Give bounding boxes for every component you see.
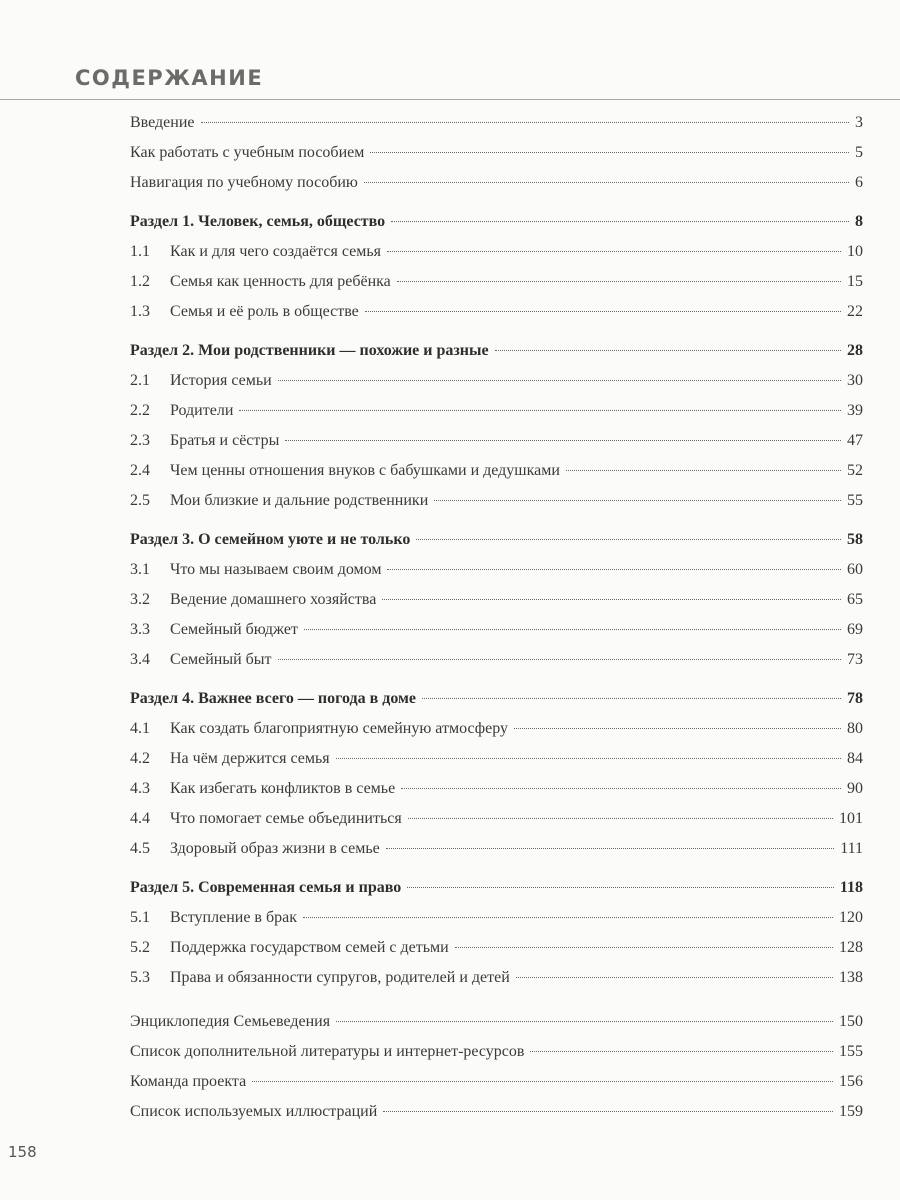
dot-leader [530, 1051, 833, 1052]
dot-leader [336, 1021, 833, 1022]
toc-entry[interactable] [130, 243, 863, 273]
dot-leader [516, 977, 833, 978]
entry-page: 101 [839, 810, 863, 827]
table-of-contents [130, 114, 863, 1133]
dot-leader [370, 152, 849, 153]
entry-title: Чем ценны отношения внуков с бабушками и дедушками [170, 462, 560, 479]
entry-number: 4.1 [130, 720, 150, 737]
entry-title: Братья и сёстры [170, 432, 280, 449]
entry-page: 138 [839, 969, 863, 986]
entry-page: 55 [847, 492, 863, 509]
entry-title: Как создать благоприятную семейную атмосферу [170, 720, 509, 737]
entry-page: 155 [839, 1043, 863, 1060]
toc-entry[interactable] [130, 720, 863, 750]
entry-title: Раздел 1. Человек, семья, общество [130, 213, 386, 230]
toc-entry[interactable] [130, 909, 863, 939]
dot-leader [407, 887, 834, 888]
dot-leader [252, 1081, 833, 1082]
toc-entry[interactable] [130, 372, 863, 402]
dot-leader [401, 788, 841, 789]
entry-number: 4.5 [130, 840, 150, 857]
entry-page: 118 [839, 879, 863, 896]
toc-section-entry[interactable] [130, 531, 863, 561]
entry-title: Как и для чего создаётся семья [170, 243, 381, 260]
dot-leader [495, 350, 841, 351]
entry-page: 90 [847, 780, 863, 797]
dot-leader [201, 122, 850, 123]
entry-page: 30 [847, 372, 863, 389]
toc-entry[interactable] [130, 840, 863, 870]
entry-number: 1.1 [130, 243, 150, 260]
page-title: СОДЕРЖАНИЕ [75, 66, 264, 90]
entry-page: 60 [847, 561, 863, 578]
toc-entry[interactable] [130, 750, 863, 780]
dot-leader [383, 1111, 833, 1112]
entry-title: Родители [170, 402, 234, 419]
entry-page: 39 [847, 402, 863, 419]
toc-entry[interactable] [130, 462, 863, 492]
entry-number: 5.3 [130, 969, 150, 986]
entry-title: Введение [130, 114, 195, 131]
toc-entry[interactable] [130, 1073, 863, 1103]
entry-title: Список дополнительной литературы и интернет-ресурсов [130, 1043, 525, 1060]
entry-page: 156 [839, 1073, 863, 1090]
entry-title: Раздел 4. Важнее всего — погода в доме [130, 690, 417, 707]
entry-page: 111 [840, 840, 863, 857]
entry-title: Как работать с учебным пособием [130, 144, 365, 161]
entry-page: 69 [847, 621, 863, 638]
toc-section-entry[interactable] [130, 690, 863, 720]
entry-number: 3.2 [130, 591, 150, 608]
entry-title: Раздел 5. Современная семья и право [130, 879, 402, 896]
toc-section-entry[interactable] [130, 213, 863, 243]
entry-page: 128 [839, 939, 863, 956]
entry-page: 15 [847, 273, 863, 290]
dot-leader [455, 947, 833, 948]
entry-page: 52 [847, 462, 863, 479]
entry-page: 120 [839, 909, 863, 926]
entry-page: 10 [847, 243, 863, 260]
entry-title: Семья как ценность для ребёнка [170, 273, 391, 290]
toc-entry[interactable] [130, 810, 863, 840]
entry-page: 8 [855, 213, 863, 230]
entry-title: Семейный бюджет [170, 621, 298, 638]
dot-leader [514, 728, 841, 729]
toc-entry[interactable] [130, 402, 863, 432]
entry-title: Навигация по учебному пособию [130, 174, 358, 191]
entry-number: 3.1 [130, 561, 150, 578]
dot-leader [434, 500, 841, 501]
dot-leader [566, 470, 841, 471]
entry-page: 78 [847, 690, 863, 707]
entry-title: Мои близкие и дальние родственники [170, 492, 429, 509]
entry-page: 84 [847, 750, 863, 767]
entry-page: 73 [847, 651, 863, 668]
toc-entry[interactable] [130, 432, 863, 462]
dot-leader [303, 917, 833, 918]
dot-leader [278, 380, 841, 381]
dot-leader [387, 569, 841, 570]
entry-number: 5.2 [130, 939, 150, 956]
entry-title: Поддержка государством семей с детьми [170, 939, 449, 956]
toc-entry[interactable] [130, 303, 863, 333]
toc-entry[interactable] [130, 1013, 863, 1043]
entry-title: Здоровый образ жизни в семье [170, 840, 380, 857]
dot-leader [397, 281, 841, 282]
entry-page: 6 [855, 174, 863, 191]
entry-number: 3.3 [130, 621, 150, 638]
page-number: 158 [8, 1143, 37, 1161]
dot-leader [416, 539, 841, 540]
toc-entry[interactable] [130, 1103, 863, 1133]
entry-page: 22 [847, 303, 863, 320]
entry-page: 150 [839, 1013, 863, 1030]
entry-title: Вступление в брак [170, 909, 297, 926]
entry-title: Права и обязанности супругов, родителей и детей [170, 969, 510, 986]
dot-leader [285, 440, 841, 441]
toc-entry[interactable] [130, 651, 863, 681]
entry-page: 5 [855, 144, 863, 161]
entry-page: 47 [847, 432, 863, 449]
dot-leader [391, 221, 849, 222]
entry-number: 2.5 [130, 492, 150, 509]
entry-title: Как избегать конфликтов в семье [170, 780, 396, 797]
entry-title: История семьи [170, 372, 272, 389]
entry-title: На чём держится семья [170, 750, 330, 767]
entry-title: Что мы называем своим домом [170, 561, 382, 578]
toc-entry[interactable] [130, 114, 863, 144]
entry-number: 2.4 [130, 462, 150, 479]
dot-leader [382, 599, 841, 600]
entry-number: 2.1 [130, 372, 150, 389]
dot-leader [278, 659, 841, 660]
dot-leader [364, 182, 849, 183]
entry-number: 2.2 [130, 402, 150, 419]
entry-title: Список используемых иллюстраций [130, 1103, 378, 1120]
dot-leader [304, 629, 841, 630]
toc-entry[interactable] [130, 273, 863, 303]
toc-entry[interactable] [130, 1043, 863, 1073]
entry-title: Ведение домашнего хозяйства [170, 591, 377, 608]
entry-number: 1.3 [130, 303, 150, 320]
entry-number: 5.1 [130, 909, 150, 926]
entry-page: 65 [847, 591, 863, 608]
toc-entry[interactable] [130, 174, 863, 204]
dot-leader [239, 410, 841, 411]
entry-page: 159 [839, 1103, 863, 1120]
toc-entry[interactable] [130, 561, 863, 591]
entry-title: Семейный быт [170, 651, 272, 668]
toc-entry[interactable] [130, 144, 863, 174]
entry-number: 4.3 [130, 780, 150, 797]
entry-title: Что помогает семье объединиться [170, 810, 402, 827]
toc-entry[interactable] [130, 621, 863, 651]
toc-entry[interactable] [130, 492, 863, 522]
entry-number: 3.4 [130, 651, 150, 668]
entry-title: Раздел 2. Мои родственники — похожие и разные [130, 342, 489, 359]
entry-title: Семья и её роль в обществе [170, 303, 359, 320]
entry-number: 4.4 [130, 810, 150, 827]
dot-leader [408, 818, 833, 819]
toc-section-entry[interactable] [130, 879, 863, 909]
entry-page: 3 [855, 114, 863, 131]
entry-number: 1.2 [130, 273, 150, 290]
toc-section-entry[interactable] [130, 342, 863, 372]
entry-title: Энциклопедия Семьеведения [130, 1013, 331, 1030]
entry-number: 2.3 [130, 432, 150, 449]
toc-entry[interactable] [130, 969, 863, 999]
entry-number: 4.2 [130, 750, 150, 767]
dot-leader [336, 758, 841, 759]
entry-title: Команда проекта [130, 1073, 247, 1090]
toc-entry[interactable] [130, 939, 863, 969]
entry-page: 58 [847, 531, 863, 548]
dot-leader [387, 251, 841, 252]
dot-leader [386, 848, 834, 849]
entry-title: Раздел 3. О семейном уюте и не только [130, 531, 411, 548]
dot-leader [365, 311, 841, 312]
entry-page: 28 [847, 342, 863, 359]
toc-entry[interactable] [130, 591, 863, 621]
title-divider [0, 99, 900, 100]
dot-leader [422, 698, 841, 699]
toc-entry[interactable] [130, 780, 863, 810]
entry-page: 80 [847, 720, 863, 737]
